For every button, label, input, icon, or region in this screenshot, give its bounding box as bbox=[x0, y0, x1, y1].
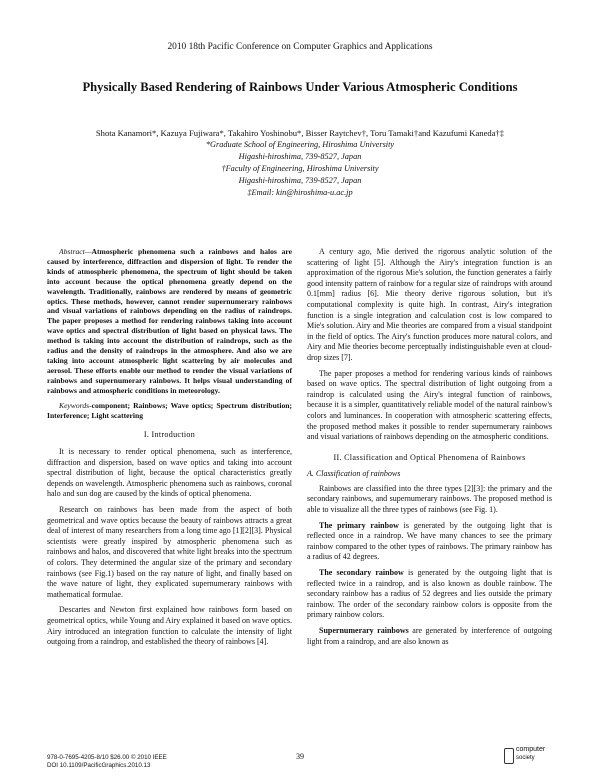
isbn-line: 978-0-7695-4205-8/10 $26.00 © 2010 IEEE bbox=[47, 754, 167, 761]
keywords bbox=[47, 401, 292, 421]
paper-title: Physically Based Rendering of Rainbows Under Various Atmospheric Conditions bbox=[82, 80, 518, 94]
paragraph-supernumerary bbox=[307, 626, 552, 647]
secondary-text: is generated by the outgoing light that is reflected twice in a raindrop, and is also known as double rainbow. The secondary rainbow has a radius of 52 degrees and lies outside the primary rainbow. The order of the secondary rainbow colors is opposite from the primary rainbow colors. bbox=[307, 568, 552, 620]
logo-text: computer bbox=[516, 746, 546, 753]
computer-society-logo bbox=[504, 746, 550, 768]
email-line: ‡Email: kin@hiroshima-u.ac.jp bbox=[247, 188, 353, 197]
abstract-text: Atmospheric phenomena such a rainbows and halos are caused by interference, diffraction and dispersion of light. To render the kinds of atmospheric phenomena, the spectrum of light should be taken into account because the optical phenomena greatly depend on the wavelength. Traditionally, rainbows are rendered by means of geometric optics. These methods, however, cannot render supernumerary rainbows and visual variations of rainbows depending on the radius of raindrops. The paper proposes a method for rendering rainbows taking into account wave optics and spectral distribution of light based on physical laws. The method is taking into account the distribution of raindrops, such as the radius and the density of raindrops in the atmosphere. And also we are taking into account atmospheric light scattering by air molecules and aerosol. These efforts enable our method to render the visual variations of rainbows and supernumerary rainbows. It helps visual understanding of rainbows and atmospheric conditions in meteorology. bbox=[47, 247, 292, 395]
left-column bbox=[47, 247, 292, 653]
paragraph: Research on rainbows has been made from the aspect of both geometrical and wave optics because the beauty of rainbows attracts a great deal of interest of many researchers from a long time ago [1][2][3]. Physical scientists were greatly inspired by atmospheric phenomena such as rainbows and halos, and discovered that white light breaks into the spectrum of colors. They determined the angular size of the primary and secondary rainbows (see Fig.1) based on the ray nature of light, and finally based on the wave nature of light, they explicated supernumerary rainbows with mathematical formulae. bbox=[47, 504, 292, 599]
paragraph-primary bbox=[307, 521, 552, 563]
paragraph: It is necessary to render optical phenomena, such as interference, diffraction and dispersion, based on wave optics and taking into account spectral distribution of light, because the optical characteristics greatly depends on wavelength. Atmospheric phenomena such as rainbows, coronal halo and sun dog are caused by the kinds of optical phenomena. bbox=[47, 447, 292, 499]
author-list: Shota Kanamori*, Kazuya Fujiwara*, Takahiro Yoshinobu*, Bisser Raytchev†, Toru Tamaki†and Kazufumi Kaneda†‡ bbox=[95, 128, 505, 138]
term-secondary: The secondary rainbow bbox=[319, 568, 404, 578]
section-heading-classification: II. Classification and Optical Phenomena of Rainbows bbox=[333, 452, 526, 462]
supernumerary-text: are generated by interference of outgoing light from a raindrop, and are also known as bbox=[307, 626, 552, 646]
abstract-lead: Abstract— bbox=[59, 247, 92, 256]
abstract bbox=[47, 247, 292, 396]
keywords-text: -component; Rainbows; Wave optics; Spectrum distribution; Interference; Light scattering bbox=[47, 400, 292, 420]
affiliation-line: Higashi-hiroshima, 739-8527, Japan bbox=[238, 176, 362, 185]
page-number: 39 bbox=[296, 752, 304, 761]
affiliation-line: †Faculty of Engineering, Hiroshima University bbox=[221, 164, 379, 173]
subsection-heading: A. Classification of rainbows bbox=[307, 469, 401, 479]
doi-line: DOI 10.1109/PacificGraphics.2010.13 bbox=[47, 762, 151, 769]
logo-text: society bbox=[516, 755, 535, 761]
affiliation-line: Higashi-hiroshima, 739-8527, Japan bbox=[238, 152, 362, 161]
paragraph: Descartes and Newton first explained how rainbows form based on geometrical optics, while Young and Airy explained it based on wave optics. Airy introduced an integration function to calculate the intensity of light outgoing from a raindrop, and established the theory of rainbows [4]. bbox=[47, 605, 292, 647]
paragraph: The paper proposes a method for rendering various kinds of rainbows based on wave optics. The spectral distribution of light outgoing from a raindrop is calculated using the Airy's integral function of rainbows, because it is a simpler, quantitatively reliable model of the natural rainbow's colors and luminances. In cooperation with atmospheric scattering effects, the proposed method makes it possible to render supernumerary rainbows and visual variations of rainbows depending on the atmospheric conditions. bbox=[307, 368, 552, 442]
keywords-lead: Keywords bbox=[59, 400, 90, 410]
paragraph: A century ago, Mie derived the rigorous analytic solution of the scattering of light [5]. Although the Airy's integration function is an approximation of the rigorous Mie's solution, the function generates a fairly good intensity pattern of rainbow for a regular size of raindrops with around 0.1[mm] radius [6]. Mie theory derive rigorous solution, but it's computational complexity is quite high. In contrast, Airy's integration function is a single integration and calculation cost is low compared to Mie's solution. Airy and Mie theories are compared from a visual standpoint in the field of optics. The Airy's function produces more natural colors, and Airy and Mie theories become perceptually indistinguishable even at cloud-drop sizes [7]. bbox=[307, 247, 552, 362]
section-heading-introduction: I. Introduction bbox=[143, 430, 196, 440]
paragraph-secondary bbox=[307, 568, 552, 621]
primary-text: is generated by the outgoing light that is reflected once in a raindrop. We have many chances to see the primary rainbow compared to the other types of rainbows. The primary rainbow has a radius of 42 degrees. bbox=[307, 520, 552, 562]
term-supernumerary: Supernumerary rainbows bbox=[319, 626, 409, 635]
term-primary: The primary rainbow bbox=[319, 520, 399, 530]
right-column bbox=[307, 247, 552, 652]
conference-header: 2010 18th Pacific Conference on Computer Graphics and Applications bbox=[167, 42, 433, 52]
affiliation-line: *Graduate School of Engineering, Hiroshima University bbox=[205, 140, 395, 149]
computer-society-icon bbox=[504, 748, 514, 764]
paragraph: Rainbows are classified into the three types [2][3]: the primary and the secondary rainbows, and supernumerary rainbows. The proposed method is able to visualize all the three types of rainbows (see Fig. 1). bbox=[307, 483, 552, 515]
